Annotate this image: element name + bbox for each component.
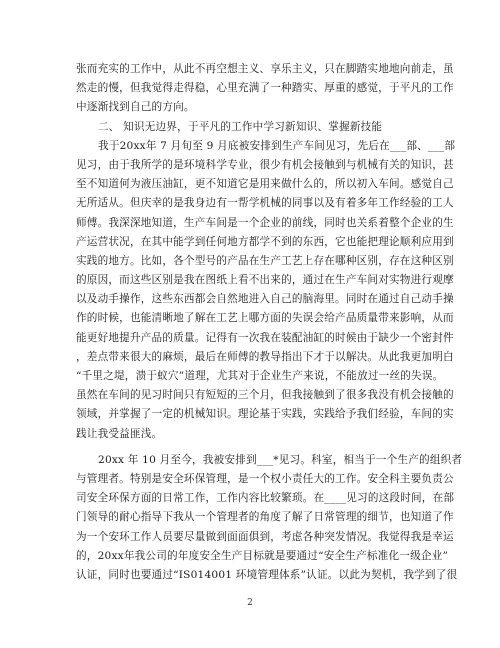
text-line: 实践的地方。比如，各个型号的产品在生产工艺上存在哪种区别，存在这种区别 [76, 254, 454, 267]
text-line: 作的时候，也能清晰地了解在工艺上哪方面的失误会给产品质量带来影响，从而 [76, 312, 454, 325]
text-line: 与管理者。特别是安全环保管理，是一个权小责任大的工作。安全科主要负责公 [76, 472, 454, 485]
text-line: 践让我受益匪浅。 [76, 427, 163, 440]
text-line: 我于20xx年 7 月旬至 9 月底被安排到生产车间见习，先后在___部、___部 [98, 139, 456, 152]
paragraph-workshop-internship [76, 137, 456, 444]
text-line: 门领导的耐心指导下我从一个管理者的角度了解了日常管理的细节，也知道了作 [76, 511, 454, 524]
document-body [76, 60, 463, 585]
text-line: 虽然在车间的见习时间只有短短的三个月，但我接触到了很多我没有机会接触的 [76, 389, 454, 402]
paragraph-continuation [76, 60, 454, 118]
text-line: 张而充实的工作中，从此不再空想主义、享乐主义，只在脚踏实地地向前走，虽 [76, 63, 454, 75]
text-line: 认证，同时也要通过“IS014001 环境管理体系”认证。以此为契机，我学到了很 [76, 568, 458, 581]
text-line: 司安全环保方面的日常工作，工作内容比较繁琐。在____见习的这段时间，在部 [76, 492, 455, 505]
text-line: 见习，由于我所学的是环境科学专业，很少有机会接触到与机械有关的知识，甚 [76, 158, 454, 171]
page-number: 2 [247, 598, 253, 608]
text-line: 产运营状况，在其中能学到任何地方都学不到的东西，它也能把理论顺利应用到 [76, 235, 454, 248]
text-line: 无所适从。但庆幸的是我身边有一帮学机械的同事以及有着多年工作经验的工人 [76, 197, 454, 210]
text-line: 为一个安环工作人员要尽量做到面面俱到，考虑各种突发情况。我觉得我是幸运 [76, 530, 454, 543]
text-line: 的原因，而这些区别是我在图纸上看不出来的，通过在生产车间对实物进行观摩 [76, 274, 454, 287]
text-line: ，差点带来很大的麻烦，最后在师傅的教导指出下才于以解决。从此我更加明白 [76, 350, 454, 363]
paragraph-safety-department [76, 451, 463, 585]
text-line: “千里之堤，溃于蚁穴”道理，尤其对于企业生产来说，不能放过一丝的失误。 [76, 370, 444, 382]
text-line: 能更好地提升产品的质量。记得有一次我在装配油缸的时候由于缺少一个密封件 [76, 331, 454, 344]
text-line: 以及动手操作，这些东西都会自然地进入自己的脑海里。同时在通过自己动手操 [76, 293, 454, 306]
text-line: 师傅。我深深地知道，生产车间是一个企业的前线，同时也关系着整个企业的生 [76, 216, 454, 229]
text-line: 然走的慢，但我觉得走得稳，心里充满了一种踏实、厚重的感觉，于平凡的工作 [76, 82, 454, 95]
text-line: 20xx 年 10 月至今，我被安排到___*见习。科室，相当于一个生产的组织者 [98, 453, 463, 466]
text-line: 领域，并掌握了一定的机械知识。理论基于实践，实践给予我们经验，车间的实 [76, 408, 454, 421]
text-line: 中逐渐找到自己的方向。 [76, 101, 195, 114]
text-line: 至不知道何为液压油缸，更不知道它是用来做什么的，所以初入车间。感觉自己 [76, 178, 454, 191]
paragraph-gap [76, 444, 428, 451]
text-line: 的，20xx年我公司的年度安全生产目标就是要通过“安全生产标准化一级企业” [76, 549, 449, 562]
section-heading: 二、 知识无边界，于平凡的工作中学习新知识、掌握新技能 [98, 120, 383, 133]
